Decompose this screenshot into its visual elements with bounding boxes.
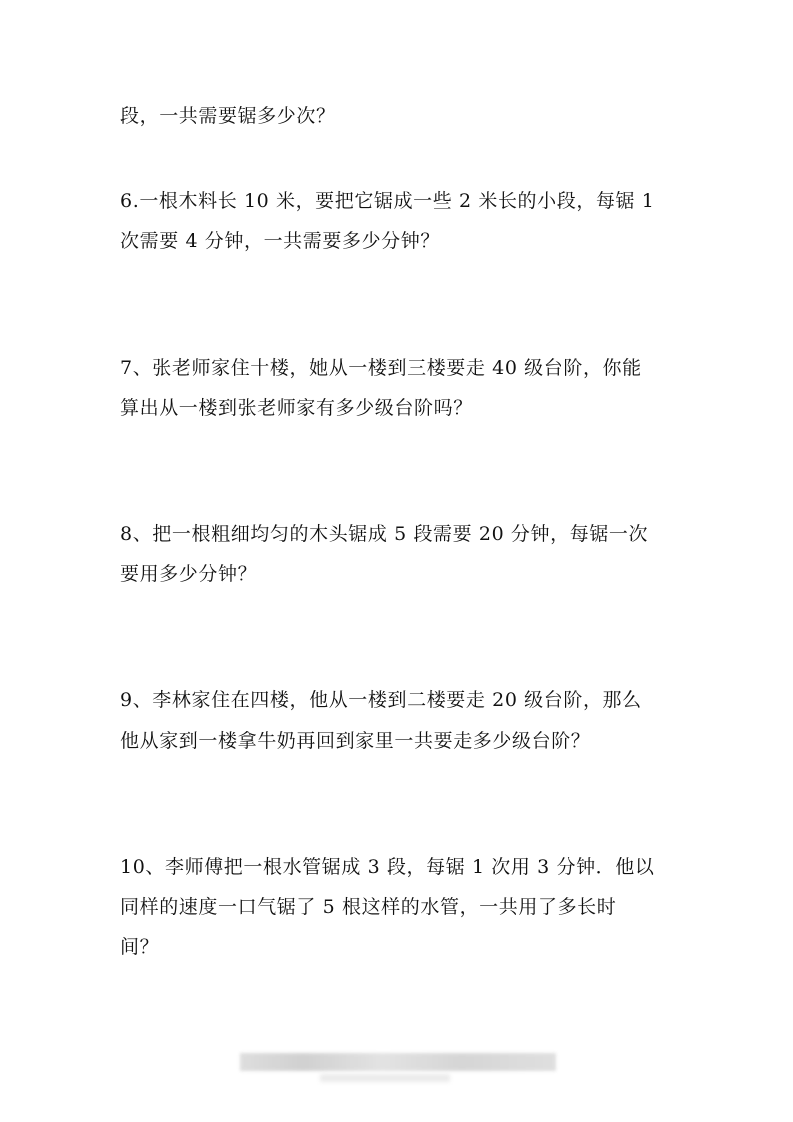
problem-5-continuation: 段，一共需要锯多少次？ bbox=[120, 105, 336, 127]
problem-6-line-2: 次需要 4 分钟，一共需要多少分钟？ bbox=[120, 230, 440, 252]
problem-8-line-1: 8、把一根粗细均匀的木头锯成 5 段需要 20 分钟，每锯一次 bbox=[120, 523, 649, 545]
blurred-footer-watermark-sub bbox=[320, 1074, 450, 1082]
problem-10-line-1: 10、李师傅把一根水管锯成 3 段，每锯 1 次用 3 分钟．他以 bbox=[120, 856, 655, 878]
problem-6-line-1: 6.一根木料长 10 米，要把它锯成一些 2 米长的小段，每锯 1 bbox=[120, 190, 655, 212]
problem-7-line-1: 7、张老师家住十楼，她从一楼到三楼要走 40 级台阶，你能 bbox=[120, 357, 642, 379]
problem-10-line-2: 同样的速度一口气锯了 5 根这样的水管，一共用了多长时 bbox=[120, 896, 617, 918]
problem-10-line-3: 间？ bbox=[120, 936, 160, 958]
problem-8-line-2: 要用多少分钟？ bbox=[120, 563, 258, 585]
blurred-footer-watermark bbox=[240, 1053, 556, 1071]
problem-9-line-1: 9、李林家住在四楼，他从一楼到二楼要走 20 级台阶，那么 bbox=[120, 689, 642, 711]
problem-7-line-2: 算出从一楼到张老师家有多少级台阶吗？ bbox=[120, 397, 473, 419]
problem-9-line-2: 他从家到一楼拿牛奶再回到家里一共要走多少级台阶？ bbox=[120, 730, 591, 752]
